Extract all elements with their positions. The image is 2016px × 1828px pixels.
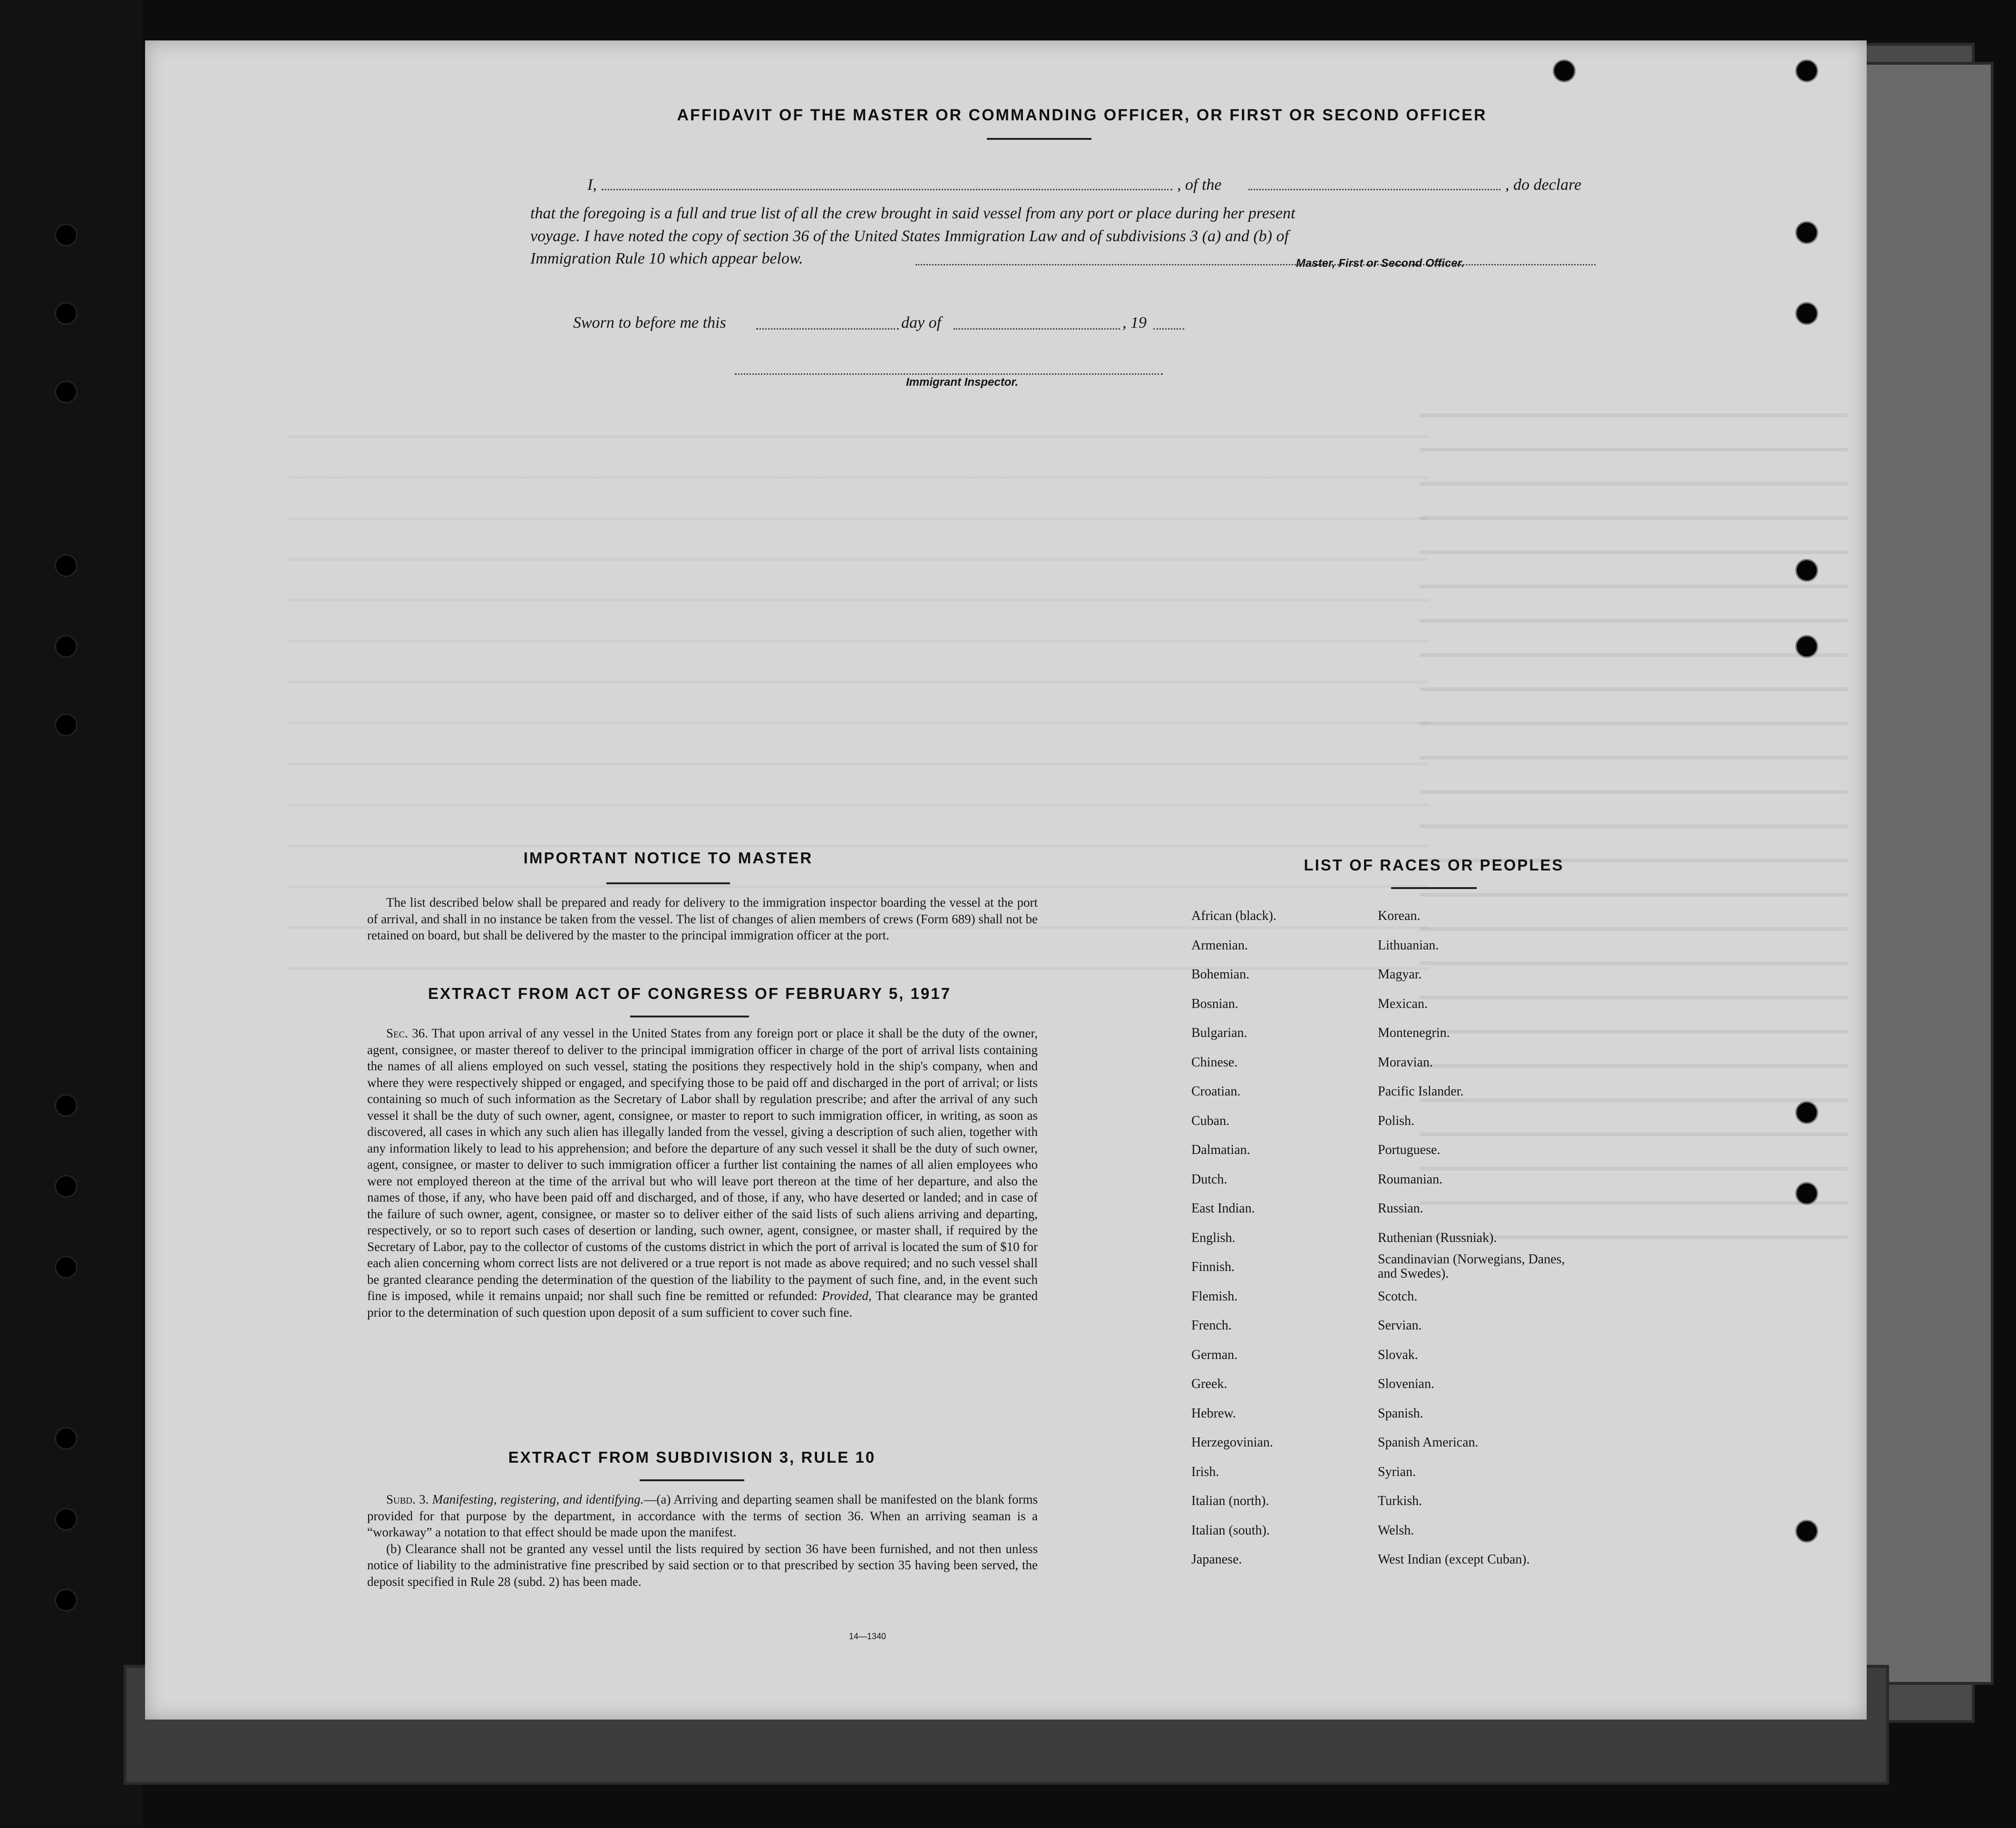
race-item: Slovak. <box>1378 1347 1418 1362</box>
races-title-underline <box>1391 887 1477 889</box>
race-item: Greek. <box>1191 1377 1227 1391</box>
race-item: Bulgarian. <box>1191 1026 1247 1040</box>
race-item: Japanese. <box>1191 1552 1242 1567</box>
race-item: Magyar. <box>1378 967 1422 982</box>
race-item: Ruthenian (Russniak). <box>1378 1230 1497 1245</box>
race-item: English. <box>1191 1230 1236 1245</box>
race-item: Pacific Islander. <box>1378 1084 1464 1099</box>
rule10-subd-label: Subd. 3. <box>386 1492 429 1506</box>
manifest-page <box>145 40 1867 1720</box>
affidavit-text-line-3: Immigration Rule 10 which appear below. <box>530 250 803 267</box>
officer-name-field[interactable] <box>602 189 1172 190</box>
race-item: Scotch. <box>1378 1289 1418 1304</box>
race-item: Mexican. <box>1378 996 1428 1011</box>
race-item: Finnish. <box>1191 1260 1235 1274</box>
race-item: Irish. <box>1191 1464 1219 1479</box>
signature-caption: Master, First or Second Officer. <box>1296 257 1465 270</box>
races-column-2 <box>1378 901 1582 1574</box>
race-item: Bohemian. <box>1191 967 1250 982</box>
race-item: Moravian. <box>1378 1055 1433 1070</box>
race-item: West Indian (except Cuban). <box>1378 1552 1530 1567</box>
race-item: Spanish. <box>1378 1406 1423 1421</box>
race-item: Herzegovinian. <box>1191 1435 1273 1450</box>
race-item: Servian. <box>1378 1318 1422 1333</box>
year-prefix: , 19 <box>1122 314 1147 332</box>
scan-left-edge <box>0 0 143 1828</box>
race-item: Chinese. <box>1191 1055 1238 1070</box>
race-item: Syrian. <box>1378 1464 1416 1479</box>
affidavit-text-line-1: that the foregoing is a full and true list of all the crew brought in said vessel from any port or place during her present <box>530 205 1295 222</box>
act-title-underline <box>630 1016 749 1017</box>
race-item: Spanish American. <box>1378 1435 1479 1450</box>
rule10-text-a: —(a) Arriving and departing seamen shall be manifested on the blank forms provided for that purpose by the department, in accordance with the terms of section 36. When an arriving seaman is a “workaway” a notation to that effect should be made upon the manifest. <box>367 1492 1038 1539</box>
sworn-year-field[interactable] <box>1153 328 1184 330</box>
race-item: Slovenian. <box>1378 1377 1434 1391</box>
race-item: East Indian. <box>1191 1201 1255 1216</box>
race-item: Korean. <box>1378 909 1421 923</box>
notice-title-underline <box>606 882 730 884</box>
affidavit-do-declare: , do declare <box>1505 176 1582 194</box>
signature-field[interactable] <box>915 264 1596 265</box>
sworn-day-field[interactable] <box>756 328 899 330</box>
race-item: Croatian. <box>1191 1084 1241 1099</box>
race-item: Welsh. <box>1378 1523 1414 1538</box>
inspector-caption: Immigrant Inspector. <box>906 376 1019 389</box>
affidavit-title-underline <box>987 138 1091 140</box>
affidavit-of-the: , of the <box>1177 176 1222 194</box>
vessel-name-field[interactable] <box>1248 189 1500 190</box>
rule10-title-underline <box>640 1479 744 1481</box>
race-item: Scandinavian (Norwegians, Danes, and Swedes). <box>1378 1252 1565 1281</box>
race-item: Turkish. <box>1378 1494 1422 1508</box>
race-item: Italian (south). <box>1191 1523 1270 1538</box>
race-item: Polish. <box>1378 1113 1415 1128</box>
act-title: EXTRACT FROM ACT OF CONGRESS OF FEBRUARY 5, 1917 <box>428 985 951 1002</box>
act-section-36 <box>367 1025 1038 1320</box>
race-item: Hebrew. <box>1191 1406 1236 1421</box>
affidavit-text-line-2: voyage. I have noted the copy of section 36 of the United States Immigration Law and of subdivisions 3 (a) and (b) of <box>530 227 1289 245</box>
day-of-label: day of <box>901 314 942 332</box>
notice-text: The list described below shall be prepared and ready for delivery to the immigration inspector boarding the vessel at the port of arrival, and shall in no instance be taken from the vessel. The list of changes of alien members of crews (Form 689) shall not be retained on board, but shall be delivered by the master to the principal immigration officer at the port. <box>367 895 1038 942</box>
race-item: German. <box>1191 1347 1238 1362</box>
race-item: French. <box>1191 1318 1232 1333</box>
race-item: African (black). <box>1191 909 1276 923</box>
affidavit-title: AFFIDAVIT OF THE MASTER OR COMMANDING OFFICER, OR FIRST OR SECOND OFFICER <box>677 106 1487 124</box>
form-number: 14—1340 <box>849 1632 886 1641</box>
rule10-text-b: (b) Clearance shall not be granted any vessel until the lists required by section 36 have been furnished, and not then unless notice of liability to the administrative fine prescribed by said section or to that prescribed by section 35 having been served, the deposit specified in Rule 28 (subd. 2) has been made. <box>367 1541 1038 1589</box>
race-item: Dutch. <box>1191 1172 1227 1187</box>
race-item: Armenian. <box>1191 938 1248 953</box>
races-column-1 <box>1191 901 1276 1574</box>
race-item: Roumanian. <box>1378 1172 1443 1187</box>
sworn-month-field[interactable] <box>954 328 1120 330</box>
race-item: Bosnian. <box>1191 996 1238 1011</box>
sworn-label: Sworn to before me this <box>573 314 726 332</box>
race-item: Italian (north). <box>1191 1494 1269 1508</box>
affidavit-i-label: I, <box>587 176 597 194</box>
race-item: Russian. <box>1378 1201 1423 1216</box>
act-proviso-text: That clearance may be granted prior to the determination of such question upon deposit of a sum sufficient to cover such fine. <box>367 1289 1038 1320</box>
act-proviso-label: Provided, <box>821 1289 872 1303</box>
notice-title: IMPORTANT NOTICE TO MASTER <box>523 849 813 867</box>
race-item: Montenegrin. <box>1378 1026 1450 1040</box>
inspector-signature-field[interactable] <box>735 373 1163 375</box>
rule10-title: EXTRACT FROM SUBDIVISION 3, RULE 10 <box>508 1448 876 1466</box>
race-item: Flemish. <box>1191 1289 1238 1304</box>
race-item: Lithuanian. <box>1378 938 1439 953</box>
rule10-text <box>367 1491 1038 1590</box>
rule10-subd-italic: Manifesting, registering, and identifying. <box>432 1492 644 1506</box>
race-item: Cuban. <box>1191 1113 1230 1128</box>
act-sec-label: Sec. 36. <box>386 1026 428 1040</box>
race-item: Portuguese. <box>1378 1143 1441 1157</box>
race-item: Dalmatian. <box>1191 1143 1250 1157</box>
races-title: LIST OF RACES OR PEOPLES <box>1304 856 1564 874</box>
act-text: That upon arrival of any vessel in the United States from any foreign port or place it shall be the duty of the owner, agent, consignee, or master thereof to deliver to the principal immigration officer in charge of the port of arrival lists containing the names of all aliens employed on such vessel, stating the positions they respectively hold in the ship's company, when and where they were respectively shipped or engaged, and specifying those to be paid off and discharged in the port of arrival; or lists containing so much of such information as the Secretary of Labor shall by regulation prescribe; and after the arrival of any such vessel it shall be the duty of such owner, agent, consignee, or master to report to such immigration officer, in writing, as soon as discovered, all cases in which any such alien has illegally landed from the vessel, giving a description of such alien, together with any information likely to lead to his apprehension; and before the departure of any such vessel it shall be the duty of such owner, agent, consignee, or master to deliver to such immigration officer a further list containing the names of all alien employees who were not employed thereon at the time of the arrival but who will leave port thereon at the time of her departure, and also the names of those, if any, who have been paid off and discharged, and of those, if any, who have deserted or landed; and in case of the failure of such owner, agent, consignee, or master so to deliver either of the said lists of such aliens arriving and departing, respectively, or so to report such cases of desertion or landing, such owner, agent, consignee, or master shall, if required by the Secretary of Labor, pay to the collector of customs of the customs district in which the port of arrival is located the sum of $10 for each alien concerning whom correct lists are not delivered or a true report is not made as above required; and no such vessel shall be granted clearance pending the determination of the question of the liability to the payment of such fine, and, in the event such fine is imposed, while it remains unpaid; nor shall such fine be remitted or refunded: <box>367 1026 1038 1303</box>
